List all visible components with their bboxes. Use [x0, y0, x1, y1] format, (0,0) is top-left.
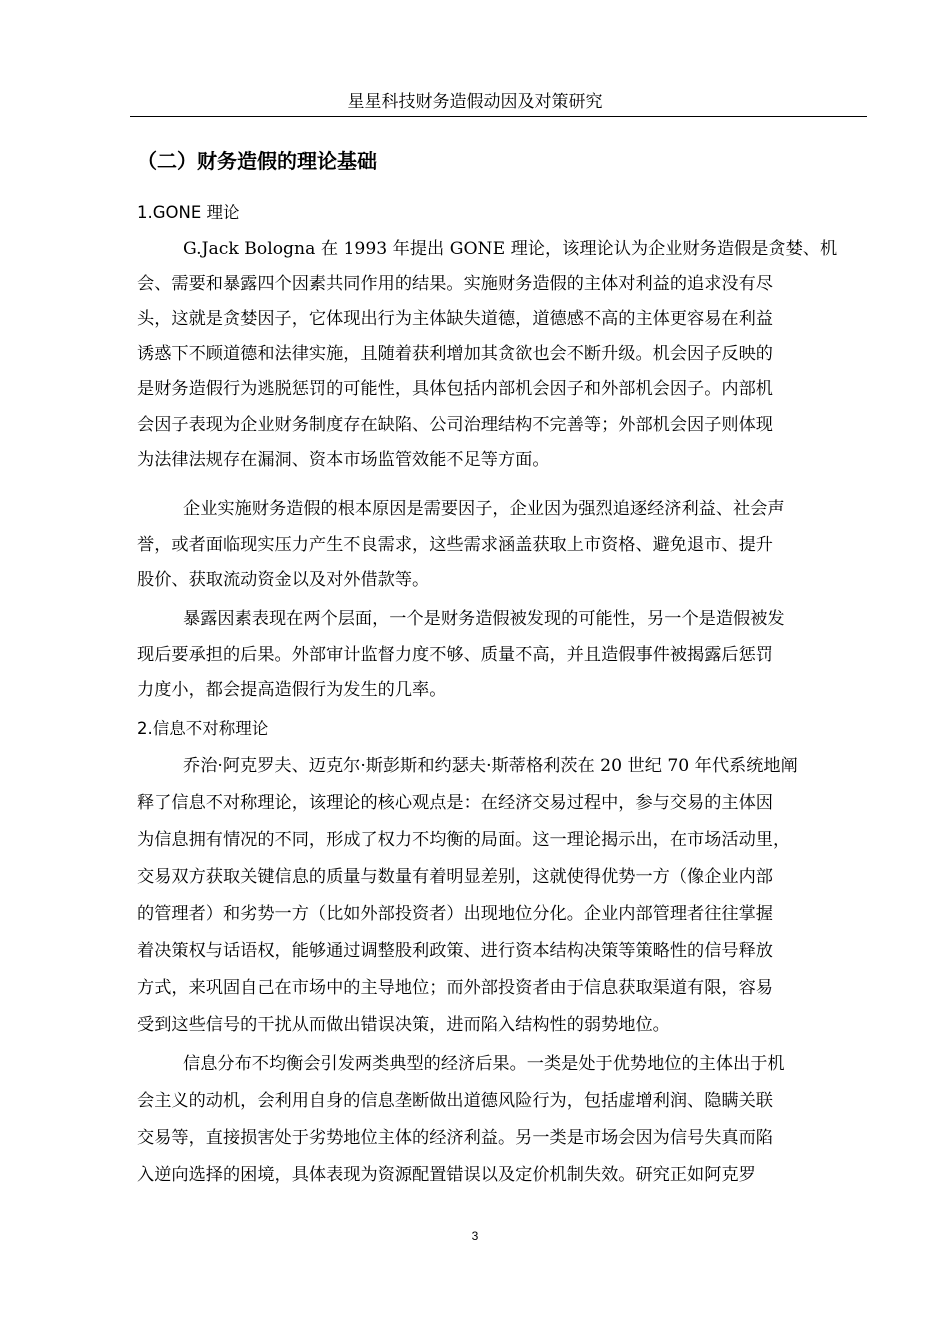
page-header: 星星科技财务造假动因及对策研究 [347, 92, 603, 112]
paragraph-line: 为法律法规存在漏洞、资本市场监管效能不足等方面。 [137, 450, 550, 470]
paragraph-line: 会主义的动机，会利用自身的信息垄断做出道德风险行为，包括虚增利润、隐瞒关联 [137, 1091, 773, 1111]
paragraph-line: 方式，来巩固自己在市场中的主导地位；而外部投资者由于信息获取渠道有限，容易 [137, 978, 773, 998]
paragraph-line: 誉，或者面临现实压力产生不良需求，这些需求涵盖获取上市资格、避免退市、提升 [137, 535, 773, 555]
paragraph-line: 股价、获取流动资金以及对外借款等。 [137, 570, 430, 590]
subsection-heading: 1.GONE 理论 [137, 203, 240, 222]
paragraph-line: 信息分布不均衡会引发两类典型的经济后果。一类是处于优势地位的主体出于机 [183, 1054, 785, 1074]
paragraph-line: 入逆向选择的困境，具体表现为资源配置错误以及定价机制失效。研究正如阿克罗 [137, 1165, 756, 1185]
paragraph-line: 释了信息不对称理论，该理论的核心观点是：在经济交易过程中，参与交易的主体因 [137, 793, 773, 813]
paragraph-line: 乔治·阿克罗夫、迈克尔·斯彭斯和约瑟夫·斯蒂格利茨在 20 世纪 70 年代系统地阐 [183, 756, 798, 776]
paragraph-line: G.Jack Bologna 在 1993 年提出 GONE 理论，该理论认为企业财务造假是贪婪、机 [183, 239, 838, 259]
paragraph-line: 力度小，都会提高造假行为发生的几率。 [137, 680, 447, 700]
subsection-heading: 2.信息不对称理论 [137, 719, 269, 738]
paragraph-line: 会因子表现为企业财务制度存在缺陷、公司治理结构不完善等；外部机会因子则体现 [137, 415, 773, 435]
paragraph-line: 交易等，直接损害处于劣势地位主体的经济利益。另一类是市场会因为信号失真而陷 [137, 1128, 773, 1148]
section-heading: （二）财务造假的理论基础 [137, 149, 377, 173]
paragraph-line: 受到这些信号的干扰从而做出错误决策，进而陷入结构性的弱势地位。 [137, 1015, 670, 1035]
paragraph-line: 现后要承担的后果。外部审计监督力度不够、质量不高，并且造假事件被揭露后惩罚 [137, 645, 773, 665]
header-rule [130, 116, 867, 117]
page-number: 3 [471, 1229, 479, 1243]
paragraph-line: 交易双方获取关键信息的质量与数量有着明显差别，这就使得优势一方（像企业内部 [137, 867, 773, 887]
paragraph-line: 暴露因素表现在两个层面，一个是财务造假被发现的可能性，另一个是造假被发 [183, 609, 785, 629]
paragraph-line: 是财务造假行为逃脱惩罚的可能性，具体包括内部机会因子和外部机会因子。内部机 [137, 379, 773, 399]
paragraph-line: 的管理者）和劣势一方（比如外部投资者）出现地位分化。企业内部管理者往往掌握 [137, 904, 773, 924]
paragraph-line: 企业实施财务造假的根本原因是需要因子，企业因为强烈追逐经济利益、社会声 [183, 499, 785, 519]
paragraph-line: 会、需要和暴露四个因素共同作用的结果。实施财务造假的主体对利益的追求没有尽 [137, 274, 773, 294]
paragraph-line: 着决策权与话语权，能够通过调整股利政策、进行资本结构决策等策略性的信号释放 [137, 941, 773, 961]
paragraph-line: 为信息拥有情况的不同，形成了权力不均衡的局面。这一理论揭示出，在市场活动里， [137, 830, 791, 850]
paragraph-line: 诱惑下不顾道德和法律实施，且随着获利增加其贪欲也会不断升级。机会因子反映的 [137, 344, 773, 364]
paragraph-line: 头，这就是贪婪因子，它体现出行为主体缺失道德，道德感不高的主体更容易在利益 [137, 309, 773, 329]
